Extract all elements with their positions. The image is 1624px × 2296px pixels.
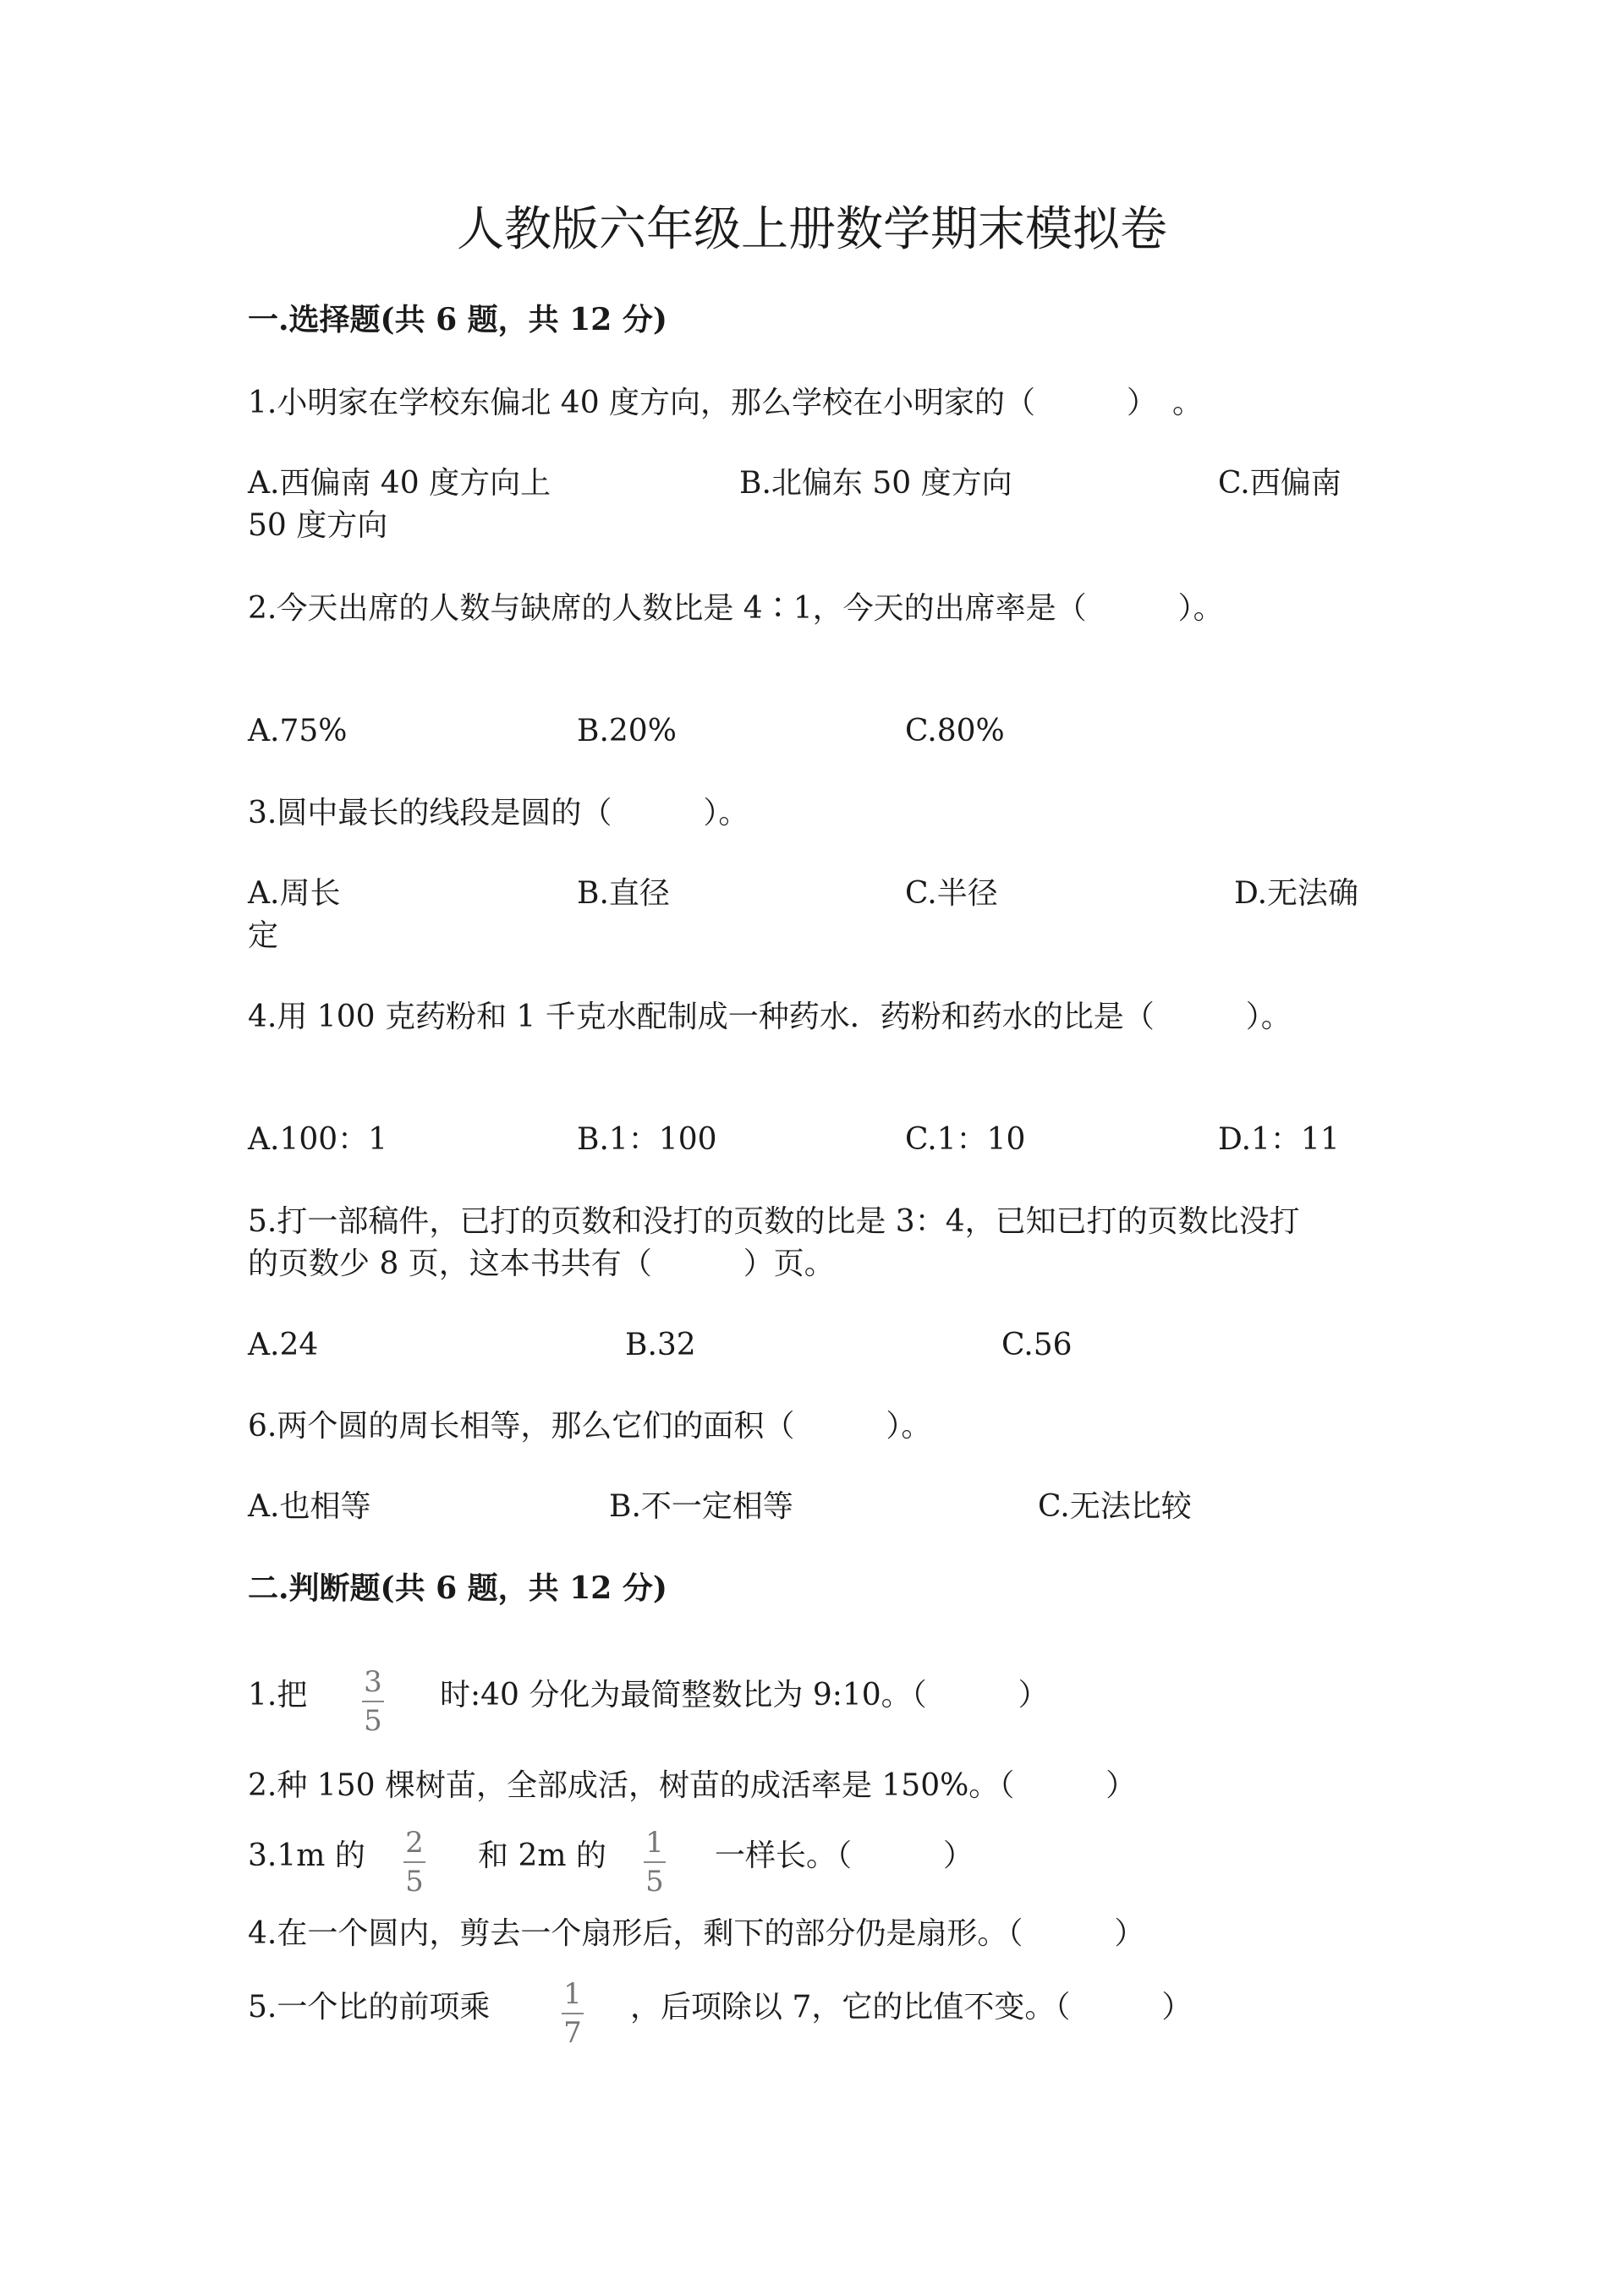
option-3b: B.直径 <box>577 876 670 911</box>
option-3a: A.周长 <box>248 876 341 911</box>
option-4d: D.1：11 <box>1218 1122 1340 1157</box>
fraction-denominator: 5 <box>405 1865 424 1899</box>
option-3d-cont: 定 <box>248 918 279 953</box>
judge-5-before: 5.一个比的前项乘 <box>248 1990 491 2025</box>
fraction-bar <box>362 1701 384 1702</box>
judge-2: 2.种 150 棵树苗，全部成活，树苗的成活率是 150%。（ ） <box>248 1768 1137 1803</box>
fraction-numerator: 3 <box>364 1665 382 1699</box>
fraction-1-5 <box>644 1827 666 1898</box>
fraction-bar <box>403 1861 425 1863</box>
question-5-line2: 的页数少 8 页，这本书共有（ ）页。 <box>248 1247 835 1281</box>
option-1c-cont: 50 度方向 <box>248 508 388 543</box>
option-3c: C.半径 <box>905 876 998 911</box>
judge-3-middle: 和 2m 的 <box>478 1838 606 1873</box>
judge-4: 4.在一个圆内，剪去一个扇形后，剩下的部分仍是扇形。（ ） <box>248 1916 1145 1951</box>
option-4b: B.1：100 <box>577 1122 717 1157</box>
fraction-denominator: 7 <box>563 2016 582 2050</box>
question-2: 2.今天出席的人数与缺席的人数比是 4∶1，今天的出席率是（ ）。 <box>248 591 1224 626</box>
option-5c: C.56 <box>1001 1328 1073 1362</box>
question-1: 1.小明家在学校东偏北 40 度方向，那么学校在小明家的（ ） 。 <box>248 386 1204 420</box>
option-1c: C.西偏南 <box>1218 466 1341 501</box>
option-5b: B.32 <box>625 1328 696 1362</box>
option-4c: C.1：10 <box>905 1122 1026 1157</box>
judge-3-after: 一样长。（ ） <box>715 1838 974 1873</box>
option-6a: A.也相等 <box>248 1489 371 1524</box>
question-5-line1: 5.打一部稿件，已打的页数和没打的页数的比是 3：4，已知已打的页数比没打 <box>248 1204 1300 1239</box>
option-5a: A.24 <box>248 1328 319 1362</box>
question-3: 3.圆中最长的线段是圆的（ ）。 <box>248 796 749 830</box>
fraction-numerator: 2 <box>405 1826 424 1860</box>
judge-1-before: 1.把 <box>248 1678 308 1712</box>
option-3d: D.无法确 <box>1234 876 1359 911</box>
option-1b: B.北偏东 50 度方向 <box>739 466 1012 501</box>
section-heading-choice: 一.选择题(共 6 题，共 12 分) <box>248 302 667 337</box>
fraction-numerator: 1 <box>645 1826 664 1860</box>
question-4: 4.用 100 克药粉和 1 千克水配制成一种药水．药粉和药水的比是（ ）。 <box>248 1000 1292 1034</box>
question-6: 6.两个圆的周长相等，那么它们的面积（ ）。 <box>248 1409 932 1444</box>
fraction-1-7 <box>562 1978 584 2049</box>
judge-1-after: 时:40 分化为最简整数比为 9:10。（ ） <box>440 1678 1049 1712</box>
option-4a: A.100：1 <box>248 1122 388 1157</box>
fraction-numerator: 1 <box>563 1977 582 2011</box>
fraction-bar <box>562 2013 584 2014</box>
option-1a: A.西偏南 40 度方向上 <box>248 466 551 501</box>
fraction-denominator: 5 <box>364 1704 382 1738</box>
fraction-2-5 <box>403 1827 425 1898</box>
option-2b: B.20% <box>577 714 677 748</box>
fraction-bar <box>644 1861 666 1863</box>
option-6b: B.不一定相等 <box>609 1489 793 1524</box>
judge-5-after: ，后项除以 7，它的比值不变。（ ） <box>630 1990 1193 2025</box>
fraction-denominator: 5 <box>645 1865 664 1899</box>
option-2a: A.75% <box>248 714 348 748</box>
option-2c: C.80% <box>905 714 1005 748</box>
option-6c: C.无法比较 <box>1038 1489 1192 1524</box>
judge-3-before: 3.1m 的 <box>248 1838 365 1873</box>
section-heading-judge: 二.判断题(共 6 题，共 12 分) <box>248 1570 667 1606</box>
fraction-3-5 <box>362 1666 384 1737</box>
page-title: 人教版六年级上册数学期末模拟卷 <box>457 202 1167 257</box>
